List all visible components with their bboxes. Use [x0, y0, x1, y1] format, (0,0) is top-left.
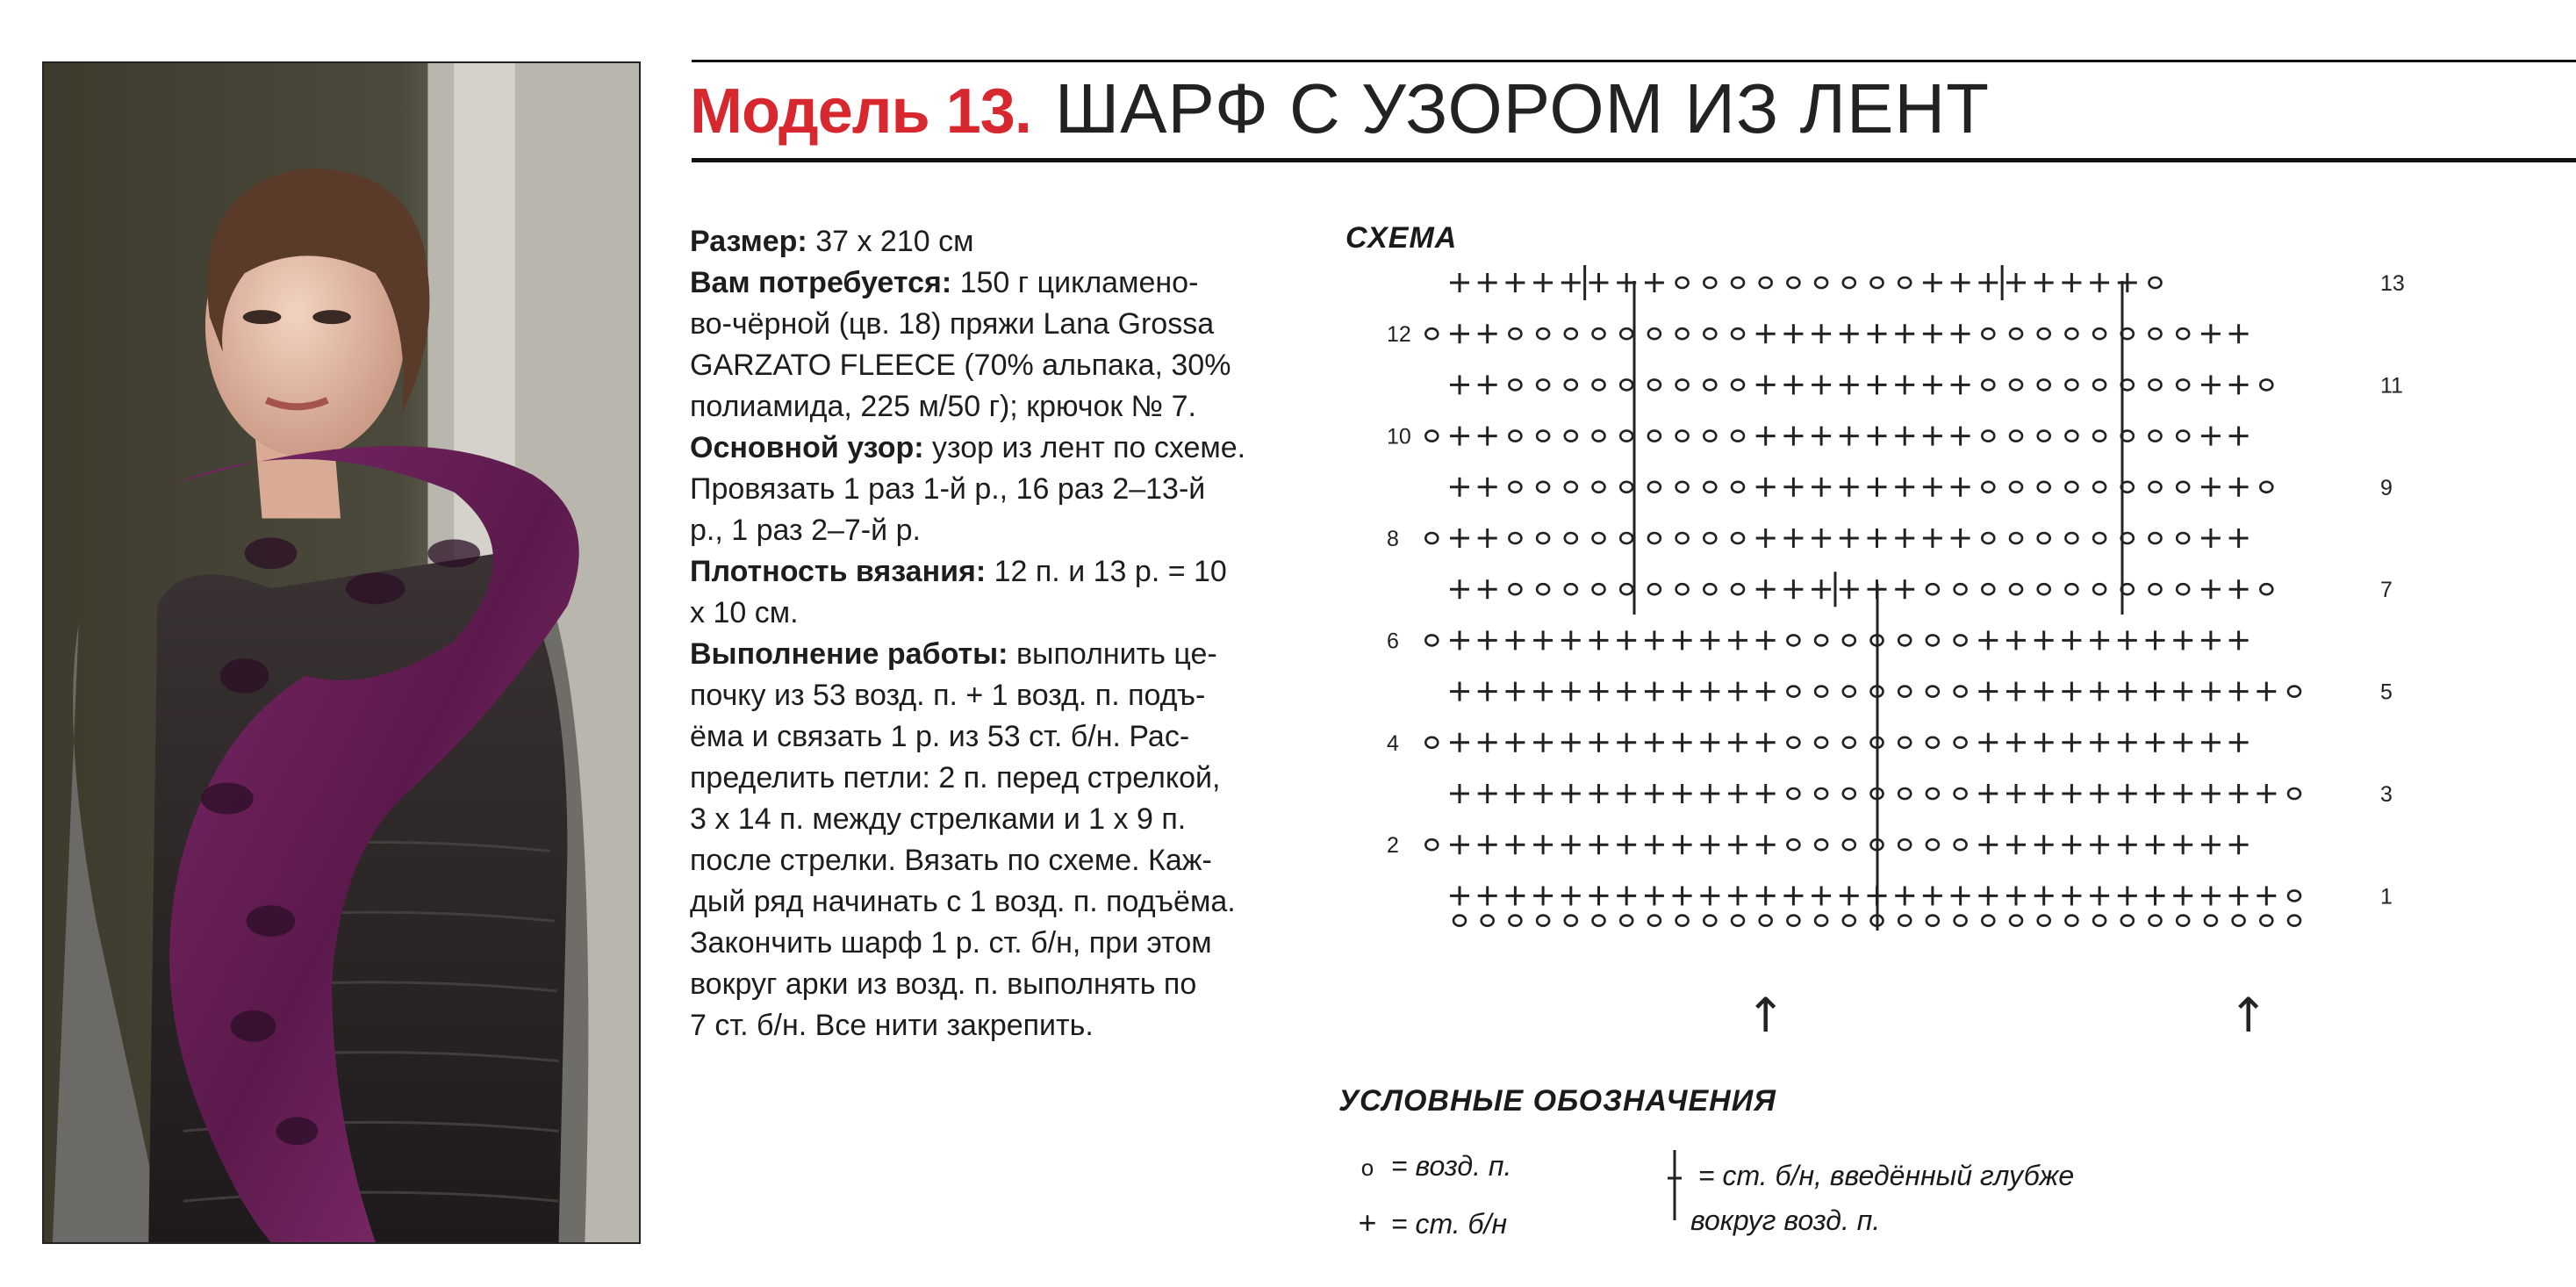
chain-stitch: [2205, 916, 2217, 926]
chain-stitch: [1871, 839, 1884, 850]
legend-deep-sc-2: [1690, 1204, 1880, 1237]
materials-label: Вам потребуется:: [690, 266, 952, 299]
chain-stitch: [2260, 482, 2272, 493]
chain-stitch: [1593, 328, 1605, 339]
chain-stitch: [1815, 635, 1827, 645]
work-line: дый ряд начинать с 1 возд. п. подъёма.: [690, 885, 1236, 918]
chain-stitch: [2260, 584, 2272, 594]
chain-stitch: [1509, 379, 1521, 390]
up-arrow-icon: ↑: [2228, 988, 2269, 1043]
model-number: Модель 13: [690, 76, 1015, 147]
chain-stitch: [1704, 482, 1716, 493]
chain-stitch: [1927, 916, 1939, 926]
chain-stitch: [1537, 431, 1549, 442]
chain-stitch: [1927, 635, 1939, 645]
work-line: 3 х 14 п. между стрелками и 1 х 9 п.: [690, 802, 1187, 836]
chain-stitch: [1732, 379, 1744, 390]
chain-stitch: [1927, 687, 1939, 697]
model-name: ШАРФ С УЗОРОМ ИЗ ЛЕНТ: [1054, 69, 1990, 147]
row-number-label: 7: [2380, 578, 2393, 603]
chain-stitch: [1648, 584, 1661, 594]
chain-stitch: [1704, 584, 1716, 594]
single-crochet-icon: +: [1358, 1204, 1377, 1240]
work-line: почку из 53 возд. п. + 1 возд. п. подъ-: [690, 679, 1206, 712]
chain-stitch: [1871, 788, 1884, 799]
chain-stitch: [1898, 635, 1911, 645]
chain-stitch: [1955, 584, 1967, 594]
chain-stitch: [1787, 635, 1799, 645]
chain-stitch: [1620, 328, 1632, 339]
chain-stitch: [1982, 328, 1994, 339]
work-line: выполнить це-: [1008, 637, 1217, 671]
row-number-label: 9: [2380, 475, 2393, 500]
chain-stitch: [1565, 379, 1577, 390]
chain-stitch: [1732, 328, 1744, 339]
chain-stitch: [1425, 533, 1438, 543]
materials-paragraph: [690, 262, 1295, 428]
chain-stitch: [1815, 916, 1827, 926]
chain-stitch: [1676, 328, 1689, 339]
row-number-label: 8: [1387, 527, 1399, 551]
materials-line: 150 г цикламено-: [951, 266, 1199, 299]
chain-stitch: [2288, 687, 2300, 697]
chain-stitch: [2288, 788, 2300, 799]
chain-stitch: [2065, 431, 2077, 442]
size-paragraph: [690, 221, 1295, 262]
chain-stitch: [1704, 277, 1716, 288]
chain-stitch: [1509, 431, 1521, 442]
chain-stitch: [1898, 916, 1911, 926]
work-line: вокруг арки из возд. п. выполнять по: [690, 967, 1197, 1001]
legend-sc: [1352, 1204, 1507, 1241]
gauge-line: х 10 см.: [690, 596, 799, 629]
chain-stitch: [1537, 482, 1549, 493]
chain-stitch: [2149, 584, 2162, 594]
chain-stitch: [1787, 687, 1799, 697]
chain-stitch: [1704, 328, 1716, 339]
chain-stitch: [1871, 737, 1884, 748]
chain-stitch: [2149, 379, 2162, 390]
chain-stitch: [1843, 737, 1855, 748]
chain-stitch: [1565, 584, 1577, 594]
chain-stitch: [2010, 482, 2022, 493]
chain-stitch: [1927, 788, 1939, 799]
chain-stitch: [2010, 916, 2022, 926]
pattern-line: Провязать 1 раз 1-й р., 16 раз 2–13-й: [690, 472, 1206, 506]
chain-stitch: [1815, 687, 1827, 697]
chain-stitch: [2177, 533, 2189, 543]
chain-stitch: [2177, 379, 2189, 390]
work-line: 7 ст. б/н. Все нити закрепить.: [690, 1009, 1094, 1042]
chain-stitch: [2149, 916, 2162, 926]
chain-stitch: [2010, 584, 2022, 594]
chain-stitch: [1843, 635, 1855, 645]
chain-stitch: [1732, 533, 1744, 543]
chain-stitch: [1815, 737, 1827, 748]
chain-stitch: [1732, 482, 1744, 493]
chain-stitch: [1732, 584, 1744, 594]
chain-stitch: [1565, 533, 1577, 543]
chain-stitch: [2010, 431, 2022, 442]
chain-stitch: [1453, 916, 1466, 926]
row-number-label: 5: [2380, 679, 2393, 705]
work-line: ёма и связать 1 р. из 53 ст. б/н. Рас-: [690, 720, 1190, 753]
instructions: [690, 221, 1295, 1052]
chain-stitch: [2121, 533, 2134, 543]
chain-stitch: [2038, 916, 2050, 926]
chain-stitch: [1787, 737, 1799, 748]
chain-stitch: [2038, 533, 2050, 543]
size-label: Размер:: [690, 225, 807, 258]
header-rule-top: [692, 60, 2576, 62]
chain-stitch: [1704, 379, 1716, 390]
chain-stitch: [2177, 328, 2189, 339]
work-paragraph: [690, 634, 1295, 1046]
chain-stitch: [2121, 379, 2134, 390]
chain-stitch: [1898, 788, 1911, 799]
row-number-label: 6: [1387, 629, 1399, 654]
row-number-label: 3: [2380, 782, 2393, 807]
chain-stitch: [1648, 379, 1661, 390]
scheme-title: СХЕМА: [1345, 221, 1458, 255]
chain-stitch: [1537, 379, 1549, 390]
work-line: пределить петли: 2 п. перед стрелкой,: [690, 761, 1221, 794]
chain-stitch: [1732, 431, 1744, 442]
chain-stitch: [1537, 328, 1549, 339]
chain-stitch: [1676, 533, 1689, 543]
row-number-label: 2: [1387, 833, 1399, 859]
chain-stitch: [1871, 687, 1884, 697]
chain-stitch: [1843, 687, 1855, 697]
chain-stitch: [2038, 431, 2050, 442]
chain-stitch: [2121, 584, 2134, 594]
chain-stitch: [1620, 916, 1632, 926]
chain-stitch: [1704, 916, 1716, 926]
chain-stitch: [1509, 482, 1521, 493]
chain-stitch: [2177, 482, 2189, 493]
chain-stitch: [1425, 839, 1438, 850]
chain-stitch: [1620, 533, 1632, 543]
work-line: Закончить шарф 1 р. ст. б/н, при этом: [690, 926, 1212, 960]
chain-stitch: [2260, 916, 2272, 926]
chain-stitch: [1815, 839, 1827, 850]
header-rule-bottom: [692, 158, 2576, 162]
chain-stitch: [1620, 482, 1632, 493]
gauge-line: 12 п. и 13 р. = 10: [986, 555, 1227, 588]
chain-stitch: [1648, 482, 1661, 493]
chain-stitch: [1955, 788, 1967, 799]
chain-stitch: [1955, 737, 1967, 748]
chain-stitch: [1871, 916, 1884, 926]
chain-stitch: [1620, 379, 1632, 390]
chain-stitch: [1565, 431, 1577, 442]
chain-stitch: [1425, 737, 1438, 748]
chain-stitch: [1815, 277, 1827, 288]
chain-stitch: [1509, 916, 1521, 926]
chain-stitch: [2288, 890, 2300, 901]
model-photo: [42, 61, 641, 1244]
chain-stitch: [1565, 916, 1577, 926]
chain-stitch: [1425, 635, 1438, 645]
chain-stitch: [1898, 277, 1911, 288]
chain-stitch: [1787, 839, 1799, 850]
chain-stitch: [1593, 379, 1605, 390]
chain-stitch: [1537, 584, 1549, 594]
chain-stitch: [2177, 916, 2189, 926]
chain-stitch: [1955, 916, 1967, 926]
chain-stitch: [1843, 788, 1855, 799]
chain-stitch: [1898, 687, 1911, 697]
chain-stitch: [1565, 328, 1577, 339]
chain-stitch: [2288, 916, 2300, 926]
chain-stitch: [1509, 328, 1521, 339]
chain-stitch: [1760, 277, 1772, 288]
chain-stitch: [1843, 839, 1855, 850]
chain-stitch: [1704, 431, 1716, 442]
size-value: 37 х 210 см: [807, 225, 974, 258]
chain-stitch: [2093, 584, 2106, 594]
up-arrow-icon: ↑: [1746, 988, 1786, 1043]
chain-stitch: [2149, 277, 2162, 288]
chain-stitch: [1732, 916, 1744, 926]
gauge-label: Плотность вязания:: [690, 555, 987, 588]
chain-stitch: [2093, 379, 2106, 390]
chain-stitch: [1537, 916, 1549, 926]
chain-stitch: [1620, 584, 1632, 594]
chain-stitch: [1787, 788, 1799, 799]
pattern-line: узор из лент по схеме.: [923, 431, 1246, 464]
chain-stitch: [1787, 277, 1799, 288]
chain-stitch: [2093, 916, 2106, 926]
row-number-label: 12: [1387, 322, 1411, 348]
chain-stitch: [1955, 635, 1967, 645]
chain-stitch: [1425, 431, 1438, 442]
chain-stitch: [1927, 737, 1939, 748]
chain-stitch: [2177, 431, 2189, 442]
materials-line: GARZATO FLEECE (70% альпака, 30%: [690, 349, 1231, 382]
chain-stitch: [1760, 916, 1772, 926]
chain-stitch: [1648, 328, 1661, 339]
chain-stitch: [1843, 916, 1855, 926]
chain-stitch: [1927, 584, 1939, 594]
chain-stitch: [2093, 431, 2106, 442]
chain-stitch: [1676, 431, 1689, 442]
chain-stitch: [1982, 482, 1994, 493]
chain-stitch: [2149, 533, 2162, 543]
chain-stitch: [2065, 916, 2077, 926]
legend-title: УСЛОВНЫЕ ОБОЗНАЧЕНИЯ: [1338, 1084, 1776, 1118]
chain-stitch: [2038, 482, 2050, 493]
chain-stitch: [2010, 533, 2022, 543]
chain-stitch: [1815, 788, 1827, 799]
materials-line: полиамида, 225 м/50 г); крючок № 7.: [690, 390, 1196, 423]
chain-stitch: [2065, 379, 2077, 390]
chain-stitch: [2093, 533, 2106, 543]
chain-stitch: [1593, 431, 1605, 442]
chain-stitch: [2149, 328, 2162, 339]
title-dot: .: [1014, 76, 1032, 147]
chain-stitch: [2149, 482, 2162, 493]
chain-stitch: [1982, 533, 1994, 543]
chain-stitch: [1425, 328, 1438, 339]
row-number-label: 13: [2380, 271, 2405, 296]
chain-stitch: [2121, 482, 2134, 493]
chain-stitch: [1982, 584, 1994, 594]
chain-stitch: [2038, 584, 2050, 594]
legend-deep-text-2: вокруг возд. п.: [1690, 1204, 1881, 1236]
chain-stitch: [1982, 916, 1994, 926]
legend-chain-text: = возд. п.: [1390, 1150, 1512, 1182]
gauge-paragraph: [690, 551, 1295, 634]
chain-stitch: [2121, 328, 2134, 339]
work-label: Выполнение работы:: [690, 637, 1008, 671]
pattern-line: р., 1 раз 2–7-й р.: [690, 514, 921, 547]
chain-stitch: [1704, 533, 1716, 543]
woman-with-scarf-illustration: [44, 63, 639, 1242]
chain-stitch: [1898, 737, 1911, 748]
chain-stitch: [2260, 379, 2272, 390]
chain-stitch: [1648, 533, 1661, 543]
legend-chain: [1352, 1150, 1511, 1183]
chain-stitch: [1537, 533, 1549, 543]
chain-stitch: [1927, 839, 1939, 850]
chain-stitch: [1593, 482, 1605, 493]
row-number-label: 10: [1387, 424, 1411, 449]
chain-stitch: [1871, 277, 1884, 288]
chain-stitch: [2177, 584, 2189, 594]
chain-stitch: [2010, 328, 2022, 339]
pattern-paragraph: [690, 428, 1295, 551]
chain-stitch: [2121, 916, 2134, 926]
chain-stitch: [1955, 839, 1967, 850]
chain-stitch: [1732, 277, 1744, 288]
chain-stitch: [2038, 328, 2050, 339]
chain-stitch: [1676, 584, 1689, 594]
chain-stitch: [1982, 379, 1994, 390]
chain-stitch: [1676, 277, 1689, 288]
chain-stitch: [1676, 482, 1689, 493]
chain-stitch: [2093, 328, 2106, 339]
chain-stitch: [1787, 916, 1799, 926]
materials-line: во-чёрной (цв. 18) пряжи Lana Grossa: [690, 307, 1215, 341]
work-line: после стрелки. Вязать по схеме. Каж-: [690, 844, 1212, 877]
chain-stitch: [2065, 482, 2077, 493]
chain-stitch: [1871, 635, 1884, 645]
page-title: [690, 68, 1990, 156]
chain-stitch: [1593, 916, 1605, 926]
chain-stitch: [2121, 431, 2134, 442]
chain-stitch: [1955, 687, 1967, 697]
chain-stitch: [1509, 533, 1521, 543]
chain-stitch: [1676, 916, 1689, 926]
chain-stitch-icon: o: [1360, 1154, 1374, 1181]
row-number-label: 11: [2380, 373, 2403, 399]
chain-stitch: [2065, 584, 2077, 594]
chain-stitch: [1482, 916, 1494, 926]
chain-stitch: [2038, 379, 2050, 390]
deep-single-crochet-icon: [1659, 1150, 1690, 1220]
row-number-label: 4: [1387, 730, 1399, 756]
chain-stitch: [1593, 533, 1605, 543]
chain-stitch: [2233, 916, 2245, 926]
chain-stitch: [1648, 916, 1661, 926]
pattern-label: Основной узор:: [690, 431, 924, 464]
chain-stitch: [2093, 482, 2106, 493]
row-number-label: 1: [2380, 884, 2393, 910]
legend-sc-text: = ст. б/н: [1390, 1208, 1508, 1240]
chain-stitch: [1982, 431, 1994, 442]
chain-stitch: [2065, 533, 2077, 543]
chain-stitch: [1593, 584, 1605, 594]
chain-stitch: [2065, 328, 2077, 339]
chain-stitch: [1648, 431, 1661, 442]
chain-stitch: [1843, 277, 1855, 288]
chain-stitch: [1509, 584, 1521, 594]
chain-stitch: [2149, 431, 2162, 442]
legend-deep-text-1: = ст. б/н, введённый глубже: [1697, 1160, 2075, 1191]
chain-stitch: [1620, 431, 1632, 442]
chain-stitch: [2010, 379, 2022, 390]
chain-stitch: [1898, 839, 1911, 850]
chain-stitch: [1676, 379, 1689, 390]
chain-stitch: [1565, 482, 1577, 493]
